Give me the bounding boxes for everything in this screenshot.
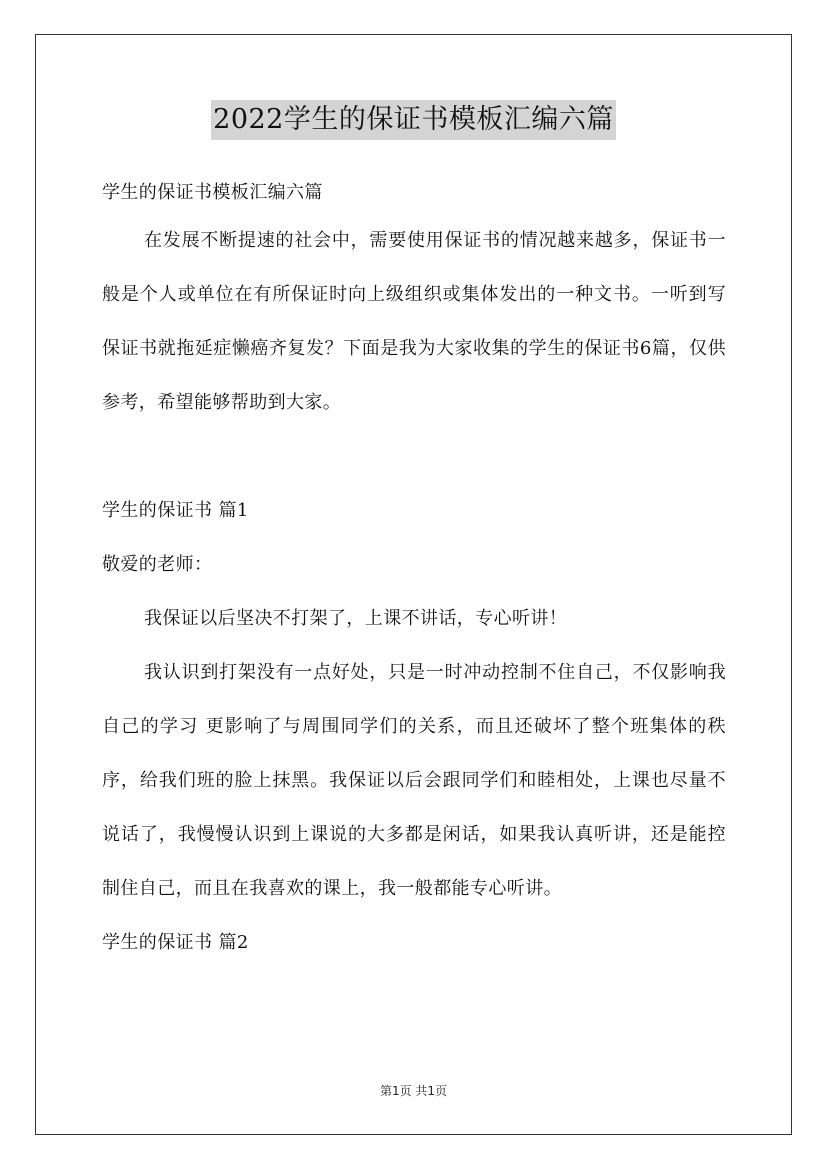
document-body (102, 173, 726, 970)
section-gap (102, 430, 726, 484)
section-heading-2: 学生的保证书 篇2 (102, 932, 249, 953)
document-title (0, 100, 827, 140)
document-subtitle: 学生的保证书模板汇编六篇 (102, 182, 323, 203)
salutation: 敬爱的老师： (102, 554, 213, 575)
document-title-text: 2022学生的保证书模板汇编六篇 (211, 100, 616, 140)
section-heading-1: 学生的保证书 篇1 (102, 500, 249, 521)
section1-paragraph-2: 我认识到打架没有一点好处，只是一时冲动控制不住自己，不仅影响我自己的学习 更影响了与周围同学们的关系，而且还破坏了整个班集体的秩序，给我们班的脸上抹黑。我保证以后会跟同学们和睦相处，上课也尽量不说话了，我慢慢认识到上课说的大多都是闲话，如果我认真听讲，还是能控制住自己，而且在我喜欢的课上，我一般都能专心听讲。 (102, 662, 726, 899)
page-footer: 第1页 共1页 (379, 1084, 448, 1098)
section1-paragraph-1: 我保证以后坚决不打架了，上课不讲话，专心听讲！ (144, 608, 568, 629)
intro-paragraph: 在发展不断提速的社会中，需要使用保证书的情况越来越多，保证书一般是个人或单位在有所保证时向上级组织或集体发出的一种文书。一听到写保证书就拖延症懒癌齐复发？下面是我为大家收集的学生的保证书6篇，仅供参考，希望能够帮助到大家。 (102, 230, 726, 413)
